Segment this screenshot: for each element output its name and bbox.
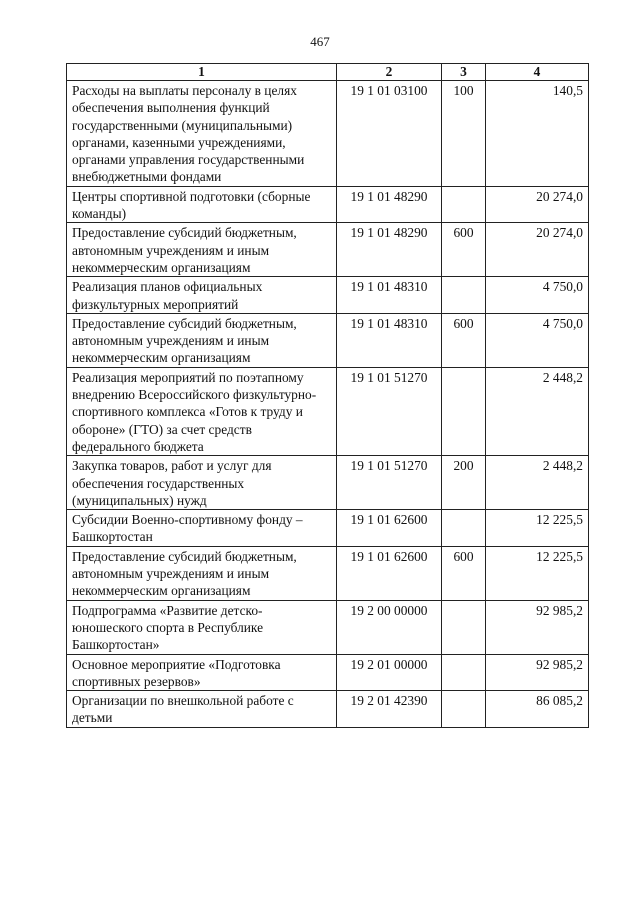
table-row [67,223,589,277]
row-name-cell: Центры спортивной подготовки (сборные команды) [67,186,337,223]
row-amount-cell: 86 085,2 [486,691,589,728]
row-amount-cell: 92 985,2 [486,600,589,654]
page-number: 467 [310,34,330,49]
row-type-cell [442,691,486,728]
row-type-cell: 600 [442,546,486,600]
row-type-cell: 200 [442,456,486,510]
table-row [67,186,589,223]
table-header-row [67,64,589,81]
row-type-cell: 600 [442,223,486,277]
table-row [67,313,589,367]
column-header: 3 [442,64,486,81]
row-type-cell: 600 [442,313,486,367]
row-amount-cell: 92 985,2 [486,654,589,691]
table-row [67,546,589,600]
row-code-cell: 19 1 01 51270 [337,367,442,455]
row-name-cell: Субсидии Военно-спортивному фонду – Башкортостан [67,510,337,547]
row-code-cell: 19 1 01 48310 [337,277,442,314]
row-amount-cell: 4 750,0 [486,277,589,314]
table-row [67,367,589,455]
row-amount-cell: 4 750,0 [486,313,589,367]
row-code-cell: 19 1 01 48290 [337,186,442,223]
row-amount-cell: 12 225,5 [486,546,589,600]
row-type-cell [442,600,486,654]
row-amount-cell: 20 274,0 [486,223,589,277]
table-row [67,654,589,691]
row-code-cell: 19 1 01 48290 [337,223,442,277]
table-row [67,81,589,187]
table-row [67,600,589,654]
table-body [67,81,589,728]
row-code-cell: 19 1 01 62600 [337,510,442,547]
row-name-cell: Предоставление субсидий бюджетным, автономным учреждениям и иным некоммерческим организациям [67,546,337,600]
row-type-cell [442,510,486,547]
row-code-cell: 19 2 01 00000 [337,654,442,691]
row-name-cell: Реализация планов официальных физкультурных мероприятий [67,277,337,314]
row-name-cell: Закупка товаров, работ и услуг для обеспечения государственных (муниципальных) нужд [67,456,337,510]
row-code-cell: 19 1 01 51270 [337,456,442,510]
row-name-cell: Организации по внешкольной работе с детьми [67,691,337,728]
budget-table [66,63,589,728]
row-code-cell: 19 2 01 42390 [337,691,442,728]
row-name-cell: Предоставление субсидий бюджетным, автономным учреждениям и иным некоммерческим организациям [67,223,337,277]
row-amount-cell: 2 448,2 [486,456,589,510]
row-name-cell: Подпрограмма «Развитие детско-юношеского спорта в Республике Башкортостан» [67,600,337,654]
row-amount-cell: 2 448,2 [486,367,589,455]
row-amount-cell: 12 225,5 [486,510,589,547]
row-type-cell [442,277,486,314]
row-type-cell [442,186,486,223]
row-name-cell: Предоставление субсидий бюджетным, автономным учреждениям и иным некоммерческим организациям [67,313,337,367]
row-amount-cell: 20 274,0 [486,186,589,223]
table-row [67,691,589,728]
table-row [67,277,589,314]
row-name-cell: Основное мероприятие «Подготовка спортивных резервов» [67,654,337,691]
table-row [67,456,589,510]
row-type-cell [442,367,486,455]
row-code-cell: 19 2 00 00000 [337,600,442,654]
column-header: 2 [337,64,442,81]
row-code-cell: 19 1 01 03100 [337,81,442,187]
row-code-cell: 19 1 01 62600 [337,546,442,600]
table-row [67,510,589,547]
row-type-cell [442,654,486,691]
row-amount-cell: 140,5 [486,81,589,187]
row-type-cell: 100 [442,81,486,187]
column-header: 1 [67,64,337,81]
row-name-cell: Расходы на выплаты персоналу в целях обеспечения выполнения функций государственными (муниципальными) органами, казенными учреждениями, органами управления государственными внебюджетными фондами [67,81,337,187]
column-header: 4 [486,64,589,81]
row-code-cell: 19 1 01 48310 [337,313,442,367]
row-name-cell: Реализация мероприятий по поэтапному внедрению Всероссийского физкультурно-спортивного комплекса «Готов к труду и обороне» (ГТО) за счет средств федерального бюджета [67,367,337,455]
